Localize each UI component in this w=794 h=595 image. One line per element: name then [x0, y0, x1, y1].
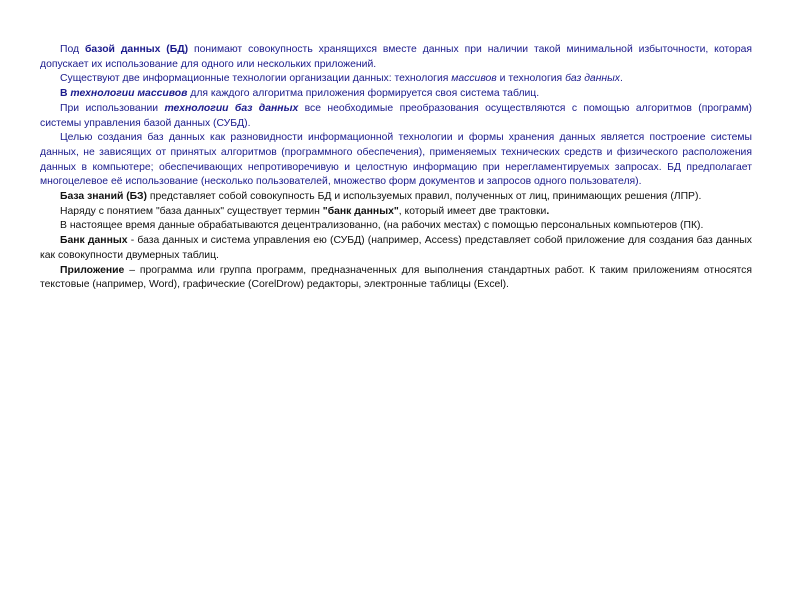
text-segment: База знаний (БЗ) — [60, 191, 147, 203]
text-segment: и технология — [496, 73, 566, 85]
text-segment: понимают совокупность хранящихся вместе данных при наличии такой минимальной избыточности, которая допускает их использование для одного или нескольких приложений. — [40, 44, 753, 70]
text-segment: технологии баз данных — [164, 102, 299, 114]
paragraph — [40, 205, 752, 220]
text-segment: массивов — [451, 73, 497, 85]
paragraph — [40, 102, 752, 131]
text-segment: , который имеет две трактовки — [398, 205, 547, 217]
text-segment: все необходимые преобразования осуществляются с помощью алгоритмов (программ) системы управления базой данных (СУБД). — [40, 102, 752, 129]
text-segment: Целью создания баз данных как разновидности информационной технологии и формы хранения данных является построение системы данных, не зависящих от принятых алгоритмов (программного обеспечения), применяемых технических средств и физического расположения данных в компьютере; обеспечивающих непротиворечивую и целостную информацию при нерегламентируемых запросах. БД предполагает многоцелевое её использование (несколько пользователей, множество форм документов и запросов одного пользователя). — [40, 132, 752, 188]
text-segment: Под — [60, 44, 85, 55]
text-segment: . — [546, 205, 550, 217]
paragraph — [40, 43, 752, 72]
paragraph — [40, 87, 752, 102]
text-segment: "банк данных" — [322, 205, 399, 217]
paragraph — [40, 72, 752, 87]
text-segment: Банк данных — [60, 235, 128, 247]
text-segment: В настоящее время данные обрабатываются децентрализованно, (на рабочих местах) с помощью персональных компьютеров (ПК). — [60, 220, 704, 232]
emphasis — [70, 88, 187, 99]
text-segment: баз данных — [565, 73, 620, 85]
text-segment: Существуют две информационные технологии организации данных: технология — [60, 73, 452, 85]
text-segment: В — [60, 88, 71, 100]
paragraph — [40, 234, 752, 263]
paragraph — [40, 190, 752, 205]
text-segment: Приложение — [60, 264, 125, 276]
text-segment: - база данных и система управления ею (СУБД) (например, Access) представляет собой приложение для создания баз данных как совокупности двумерных таблиц. — [40, 235, 752, 261]
document-body — [40, 43, 752, 293]
paragraph — [40, 131, 752, 190]
text-segment: . — [620, 73, 623, 85]
text-segment: Наряду с понятием "база данных" существует термин — [60, 205, 323, 217]
paragraph — [40, 264, 752, 293]
emphasis — [164, 103, 298, 114]
text-segment: базой данных (БД) — [84, 44, 189, 55]
text-segment: технологии массивов — [70, 88, 188, 100]
paragraph — [40, 219, 752, 234]
text-segment: для каждого алгоритма приложения формируется своя система таблиц. — [187, 88, 540, 100]
text-segment: представляет собой совокупность БД и используемых правил, полученных от лиц, принимающих решения (ЛПР). — [147, 191, 702, 203]
text-segment: – программа или группа программ, предназначенных для выполнения стандартных работ. К таким приложениям относятся текстовые (например, Word), графические (CorelDrow) редакторы, электронные таблицы (Excel). — [40, 264, 752, 291]
text-segment: При использовании — [60, 102, 165, 114]
